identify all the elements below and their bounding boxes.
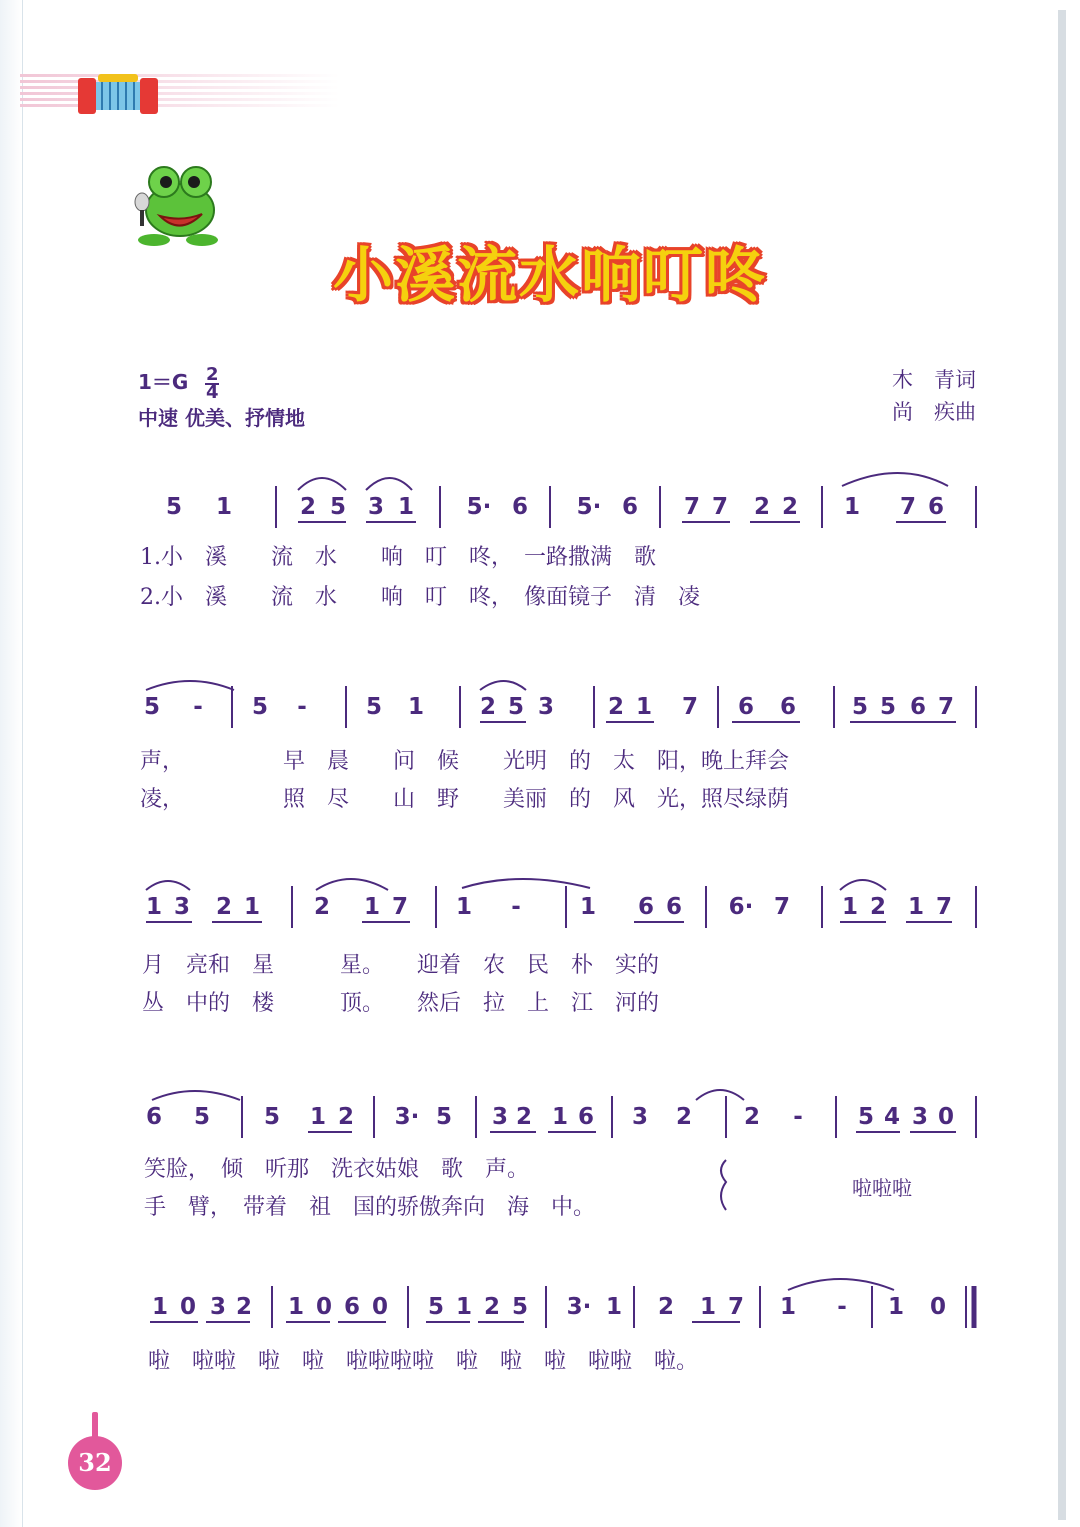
note: 1: [779, 1294, 796, 1320]
note: 2: [743, 1104, 760, 1130]
note: 5: [857, 1104, 874, 1130]
song-title: 小溪流水响叮咚: [333, 241, 767, 311]
lyrics-verse-2: 手 臂， 带着 祖 国的骄傲奔向 海 中。: [144, 1195, 596, 1220]
note: 2: [675, 1104, 692, 1130]
note: 6: [637, 894, 654, 920]
note: 5: [427, 1294, 444, 1320]
note: 5: [507, 694, 524, 720]
page-right-edge: [1058, 10, 1066, 1520]
note: 1: [605, 1294, 622, 1320]
note: 5·: [466, 494, 492, 520]
note: 2: [657, 1294, 674, 1320]
note: 5: [851, 694, 868, 720]
note: 6: [909, 694, 926, 720]
note: 5: [435, 1104, 452, 1130]
note: 1: [907, 894, 924, 920]
note: 6: [927, 494, 944, 520]
note: 5: [329, 494, 346, 520]
note: 3: [911, 1104, 928, 1130]
page-spine: [0, 0, 23, 1527]
note: -: [297, 694, 307, 720]
lyrics-refrain: 啦 啦啦 啦 啦 啦啦啦啦 啦 啦 啦 啦啦 啦。: [148, 1349, 699, 1374]
note: 5: [511, 1294, 528, 1320]
accordion-icon: [76, 72, 162, 118]
note: 2: [753, 494, 770, 520]
key-signature: [138, 363, 219, 403]
refrain-label: 啦啦啦: [852, 1176, 912, 1200]
note: 7: [711, 494, 728, 520]
note: 7: [773, 894, 790, 920]
note: 0: [179, 1294, 196, 1320]
note: 1: [397, 494, 414, 520]
note: 6: [511, 494, 528, 520]
note: 2: [483, 1294, 500, 1320]
note: 1: [841, 894, 858, 920]
note: 1: [455, 1294, 472, 1320]
note: 0: [937, 1104, 954, 1130]
note: 3: [537, 694, 554, 720]
note: 2: [337, 1104, 354, 1130]
note: 2: [215, 894, 232, 920]
key-label: 1＝G: [138, 370, 189, 394]
time-signature: [205, 363, 219, 403]
credits: [892, 364, 976, 428]
note: 6: [779, 694, 796, 720]
lyrics-verse-1: 笑脸， 倾 听那 洗衣姑娘 歌 声。: [144, 1157, 530, 1182]
time-signature-top: 2: [206, 363, 219, 385]
note: 0: [371, 1294, 388, 1320]
lyrics-verse-2: 凌， 照 尽 山 野 美丽 的 风 光，照尽绿荫: [140, 787, 790, 812]
lyrics-verse-2: 丛 中的 楼 顶。 然后 拉 上 江 河的: [142, 991, 660, 1016]
note: 5: [193, 1104, 210, 1130]
note: -: [193, 694, 203, 720]
note: 6: [577, 1104, 594, 1130]
note: 7: [391, 894, 408, 920]
note: 7: [899, 494, 916, 520]
note: 2: [313, 894, 330, 920]
note: 5: [365, 694, 382, 720]
note: 1: [699, 1294, 716, 1320]
note: 5·: [576, 494, 602, 520]
composer-credit: 尚 疾曲: [892, 400, 976, 424]
note: 7: [935, 894, 952, 920]
note: 5: [263, 1104, 280, 1130]
note: 1: [635, 694, 652, 720]
note: 6: [665, 894, 682, 920]
note: 1: [579, 894, 596, 920]
note: 1: [215, 494, 232, 520]
note: 5: [143, 694, 160, 720]
note: 6: [621, 494, 638, 520]
note: -: [837, 1294, 847, 1320]
note: 3: [173, 894, 190, 920]
note: 1: [551, 1104, 568, 1130]
note: 5: [879, 694, 896, 720]
lyrics-verse-1: 声， 早 晨 问 候 光明 的 太 阳，晚上拜会: [140, 749, 790, 774]
note: 1: [363, 894, 380, 920]
note: 4: [883, 1104, 900, 1130]
frog-singing-icon: [124, 158, 224, 250]
note: 2: [515, 1104, 532, 1130]
note: 3: [491, 1104, 508, 1130]
note: 3: [367, 494, 384, 520]
note: 2: [479, 694, 496, 720]
note: 0: [315, 1294, 332, 1320]
note: -: [511, 894, 521, 920]
lyrics-verse-1: 1.小 溪 流 水 响 叮 咚， 一路撒满 歌: [140, 545, 656, 570]
note: 6: [737, 694, 754, 720]
note: 2: [299, 494, 316, 520]
note: 1: [455, 894, 472, 920]
note: 1: [287, 1294, 304, 1320]
header-decoration: [20, 74, 340, 116]
note: 2: [869, 894, 886, 920]
note: 0: [929, 1294, 946, 1320]
note: 5: [251, 694, 268, 720]
page-number: 32: [68, 1436, 122, 1490]
lyricist-credit: 木 青词: [892, 368, 976, 392]
note: 7: [681, 694, 698, 720]
note: 3: [631, 1104, 648, 1130]
note: 6·: [728, 894, 754, 920]
lyrics-verse-2: 2.小 溪 流 水 响 叮 咚， 像面镜子 清 凌: [140, 585, 700, 610]
note: 1: [151, 1294, 168, 1320]
tempo-marking: 中速 优美、抒情地: [138, 406, 305, 430]
note: 1: [843, 494, 860, 520]
note: 6: [343, 1294, 360, 1320]
note: 3·: [394, 1104, 420, 1130]
note: 3: [209, 1294, 226, 1320]
note: 7: [683, 494, 700, 520]
note: 6: [145, 1104, 162, 1130]
note: 2: [607, 694, 624, 720]
page-badge-stem: [92, 1412, 98, 1438]
note: 1: [887, 1294, 904, 1320]
lyrics-verse-1: 月 亮和 星 星。 迎着 农 民 朴 实的: [142, 953, 660, 978]
note: 3·: [566, 1294, 592, 1320]
note: 1: [407, 694, 424, 720]
note: 1: [243, 894, 260, 920]
time-signature-bottom: 4: [206, 381, 219, 403]
note: -: [793, 1104, 803, 1130]
note: 7: [727, 1294, 744, 1320]
note: 2: [235, 1294, 252, 1320]
note: 5: [165, 494, 182, 520]
note: 1: [309, 1104, 326, 1130]
note: 2: [781, 494, 798, 520]
note: 1: [145, 894, 162, 920]
note: 7: [937, 694, 954, 720]
